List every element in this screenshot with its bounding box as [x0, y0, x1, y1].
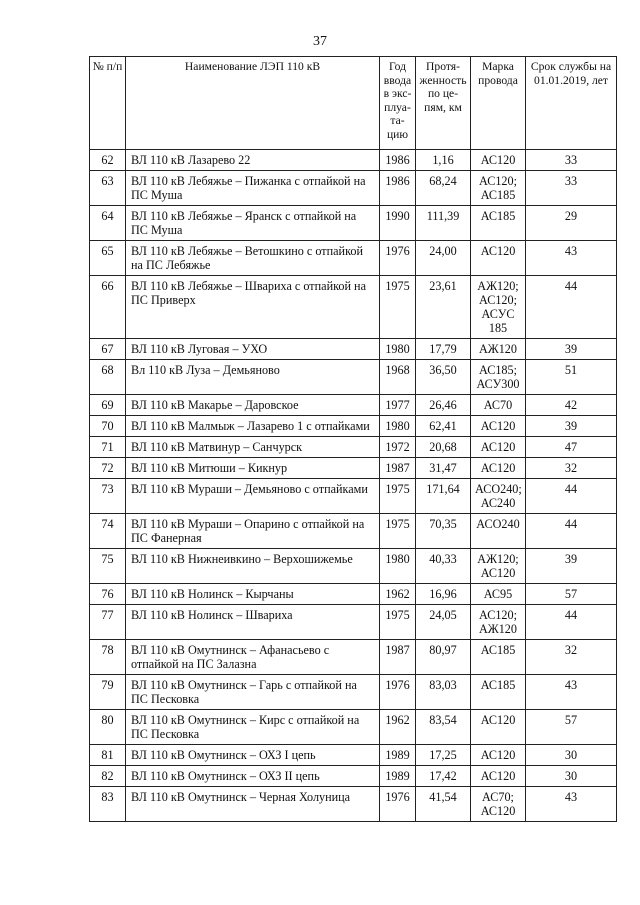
row-life: 39 [526, 416, 617, 437]
table-row [90, 339, 617, 360]
row-year: 1962 [380, 584, 416, 605]
row-wire: АС185; АСУ300 [471, 360, 526, 395]
row-name: ВЛ 110 кВ Митюши – Кикнур [126, 458, 380, 479]
header-length: Протя-женность по це-пям, км [416, 57, 471, 150]
row-name: Вл 110 кВ Луза – Демьяново [126, 360, 380, 395]
row-year: 1990 [380, 206, 416, 241]
header-wire: Марка провода [471, 57, 526, 150]
row-length: 26,46 [416, 395, 471, 416]
row-length: 70,35 [416, 514, 471, 549]
row-year: 1977 [380, 395, 416, 416]
table-row [90, 787, 617, 822]
row-life: 43 [526, 675, 617, 710]
row-name: ВЛ 110 кВ Омутнинск – ОХЗ II цепь [126, 766, 380, 787]
table-row [90, 416, 617, 437]
row-length: 40,33 [416, 549, 471, 584]
row-wire: АС185 [471, 675, 526, 710]
row-wire: АС120; АЖ120 [471, 605, 526, 640]
row-name: ВЛ 110 кВ Мураши – Опарино с отпайкой на ПС Фанерная [126, 514, 380, 549]
row-life: 57 [526, 710, 617, 745]
row-year: 1976 [380, 787, 416, 822]
row-no: 69 [90, 395, 126, 416]
row-year: 1975 [380, 605, 416, 640]
row-length: 17,25 [416, 745, 471, 766]
row-wire: АС120 [471, 458, 526, 479]
table-row [90, 605, 617, 640]
row-no: 72 [90, 458, 126, 479]
row-life: 30 [526, 766, 617, 787]
row-year: 1986 [380, 171, 416, 206]
table-row [90, 710, 617, 745]
row-wire: АС120; АС185 [471, 171, 526, 206]
row-year: 1975 [380, 276, 416, 339]
table-row [90, 766, 617, 787]
table-row [90, 458, 617, 479]
row-wire: АС120 [471, 437, 526, 458]
table-row [90, 241, 617, 276]
table-row [90, 360, 617, 395]
row-life: 44 [526, 605, 617, 640]
power-lines-table [89, 56, 617, 822]
row-length: 31,47 [416, 458, 471, 479]
row-name: ВЛ 110 кВ Омутнинск – Черная Холуница [126, 787, 380, 822]
table-body [90, 150, 617, 822]
row-year: 1986 [380, 150, 416, 171]
row-year: 1980 [380, 549, 416, 584]
row-name: ВЛ 110 кВ Омутнинск – Гарь с отпайкой на ПС Песковка [126, 675, 380, 710]
row-wire: АС70; АС120 [471, 787, 526, 822]
table-row [90, 276, 617, 339]
table-row [90, 479, 617, 514]
row-length: 80,97 [416, 640, 471, 675]
row-length: 17,42 [416, 766, 471, 787]
row-length: 83,03 [416, 675, 471, 710]
row-no: 64 [90, 206, 126, 241]
row-year: 1980 [380, 416, 416, 437]
table-header-row [90, 57, 617, 150]
row-length: 68,24 [416, 171, 471, 206]
row-no: 82 [90, 766, 126, 787]
row-life: 44 [526, 479, 617, 514]
row-no: 75 [90, 549, 126, 584]
header-year: Год ввода в экс-плуа-та-цию [380, 57, 416, 150]
row-name: ВЛ 110 кВ Омутнинск – ОХЗ I цепь [126, 745, 380, 766]
row-name: ВЛ 110 кВ Нолинск – Кырчаны [126, 584, 380, 605]
row-year: 1975 [380, 514, 416, 549]
row-no: 76 [90, 584, 126, 605]
row-wire: АС185 [471, 640, 526, 675]
row-no: 81 [90, 745, 126, 766]
row-no: 66 [90, 276, 126, 339]
table-row [90, 675, 617, 710]
row-life: 42 [526, 395, 617, 416]
row-name: ВЛ 110 кВ Омутнинск – Кирс с отпайкой на ПС Песковка [126, 710, 380, 745]
row-name: ВЛ 110 кВ Макарье – Даровское [126, 395, 380, 416]
row-wire: АЖ120 [471, 339, 526, 360]
row-year: 1980 [380, 339, 416, 360]
row-year: 1968 [380, 360, 416, 395]
row-life: 32 [526, 640, 617, 675]
row-name: ВЛ 110 кВ Омутнинск – Афанасьево с отпайкой на ПС Залазна [126, 640, 380, 675]
table-row [90, 640, 617, 675]
row-life: 32 [526, 458, 617, 479]
row-length: 83,54 [416, 710, 471, 745]
row-length: 23,61 [416, 276, 471, 339]
row-no: 80 [90, 710, 126, 745]
row-life: 29 [526, 206, 617, 241]
table-row [90, 171, 617, 206]
row-wire: АСО240 [471, 514, 526, 549]
header-life: Срок службы на 01.01.2019, лет [526, 57, 617, 150]
row-no: 73 [90, 479, 126, 514]
row-wire: АС120 [471, 416, 526, 437]
row-no: 70 [90, 416, 126, 437]
row-wire: АС120 [471, 766, 526, 787]
row-life: 43 [526, 241, 617, 276]
row-life: 57 [526, 584, 617, 605]
row-name: ВЛ 110 кВ Матвинур – Санчурск [126, 437, 380, 458]
row-life: 33 [526, 171, 617, 206]
row-wire: АС95 [471, 584, 526, 605]
row-life: 44 [526, 514, 617, 549]
row-wire: АС120 [471, 745, 526, 766]
row-life: 47 [526, 437, 617, 458]
row-year: 1975 [380, 479, 416, 514]
row-life: 44 [526, 276, 617, 339]
row-name: ВЛ 110 кВ Лебяжье – Швариха с отпайкой на ПС Приверх [126, 276, 380, 339]
row-name: ВЛ 110 кВ Нижнеивкино – Верхошижемье [126, 549, 380, 584]
row-length: 16,96 [416, 584, 471, 605]
table-row [90, 745, 617, 766]
row-wire: АС120 [471, 241, 526, 276]
row-length: 17,79 [416, 339, 471, 360]
page-number: 37 [313, 34, 327, 49]
row-year: 1962 [380, 710, 416, 745]
table-row [90, 549, 617, 584]
row-name: ВЛ 110 кВ Луговая – УХО [126, 339, 380, 360]
row-year: 1972 [380, 437, 416, 458]
row-wire: АС185 [471, 206, 526, 241]
row-year: 1987 [380, 458, 416, 479]
row-wire: АС120 [471, 710, 526, 745]
row-life: 39 [526, 339, 617, 360]
row-wire: АСО240; АС240 [471, 479, 526, 514]
row-no: 68 [90, 360, 126, 395]
row-name: ВЛ 110 кВ Лебяжье – Яранск с отпайкой на ПС Муша [126, 206, 380, 241]
row-no: 79 [90, 675, 126, 710]
row-length: 20,68 [416, 437, 471, 458]
row-year: 1989 [380, 766, 416, 787]
row-no: 65 [90, 241, 126, 276]
row-life: 51 [526, 360, 617, 395]
header-no: № п/п [90, 57, 126, 150]
row-year: 1976 [380, 241, 416, 276]
row-length: 24,00 [416, 241, 471, 276]
header-name: Наименование ЛЭП 110 кВ [126, 57, 380, 150]
row-no: 74 [90, 514, 126, 549]
row-name: ВЛ 110 кВ Лебяжье – Ветошкино с отпайкой на ПС Лебяжье [126, 241, 380, 276]
row-length: 1,16 [416, 150, 471, 171]
row-length: 36,50 [416, 360, 471, 395]
row-no: 77 [90, 605, 126, 640]
row-name: ВЛ 110 кВ Мураши – Демьяново с отпайками [126, 479, 380, 514]
row-wire: АС120 [471, 150, 526, 171]
row-life: 33 [526, 150, 617, 171]
row-length: 62,41 [416, 416, 471, 437]
row-no: 67 [90, 339, 126, 360]
row-life: 43 [526, 787, 617, 822]
table-row [90, 150, 617, 171]
row-name: ВЛ 110 кВ Нолинск – Швариха [126, 605, 380, 640]
row-wire: АЖ120; АС120 [471, 549, 526, 584]
table-row [90, 584, 617, 605]
table-row [90, 206, 617, 241]
row-life: 30 [526, 745, 617, 766]
row-year: 1976 [380, 675, 416, 710]
table-row [90, 437, 617, 458]
row-wire: АЖ120; АС120; АСУС 185 [471, 276, 526, 339]
row-no: 71 [90, 437, 126, 458]
row-length: 111,39 [416, 206, 471, 241]
row-no: 62 [90, 150, 126, 171]
row-name: ВЛ 110 кВ Лазарево 22 [126, 150, 380, 171]
row-no: 63 [90, 171, 126, 206]
row-wire: АС70 [471, 395, 526, 416]
row-life: 39 [526, 549, 617, 584]
row-length: 171,64 [416, 479, 471, 514]
row-length: 41,54 [416, 787, 471, 822]
row-name: ВЛ 110 кВ Лебяжье – Пижанка с отпайкой на ПС Муша [126, 171, 380, 206]
row-name: ВЛ 110 кВ Малмыж – Лазарево 1 с отпайками [126, 416, 380, 437]
row-year: 1987 [380, 640, 416, 675]
table-row [90, 514, 617, 549]
table-row [90, 395, 617, 416]
row-year: 1989 [380, 745, 416, 766]
row-no: 83 [90, 787, 126, 822]
row-length: 24,05 [416, 605, 471, 640]
row-no: 78 [90, 640, 126, 675]
